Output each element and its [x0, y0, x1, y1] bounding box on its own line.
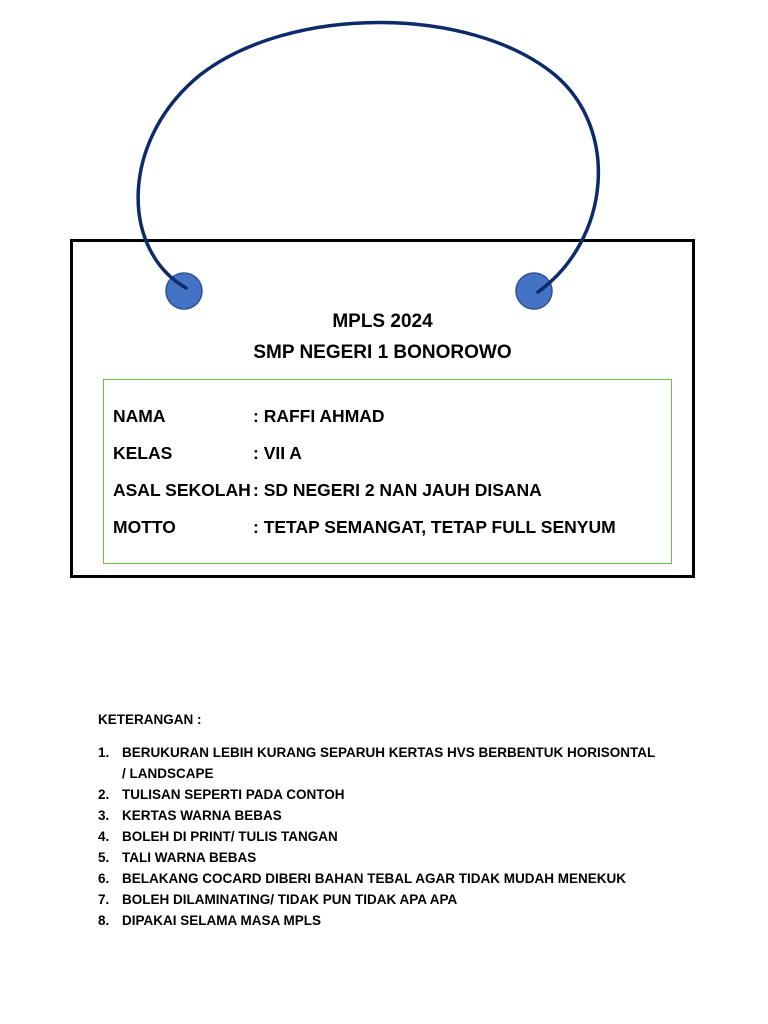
item-text: TALI WARNA BEBAS	[122, 850, 257, 865]
list-item	[98, 868, 658, 889]
item-number: 1.	[98, 745, 110, 760]
notes-list	[98, 742, 658, 931]
item-text: BOLEH DI PRINT/ TULIS TANGAN	[122, 829, 338, 844]
lanyard-string	[0, 0, 768, 330]
card-title: MPLS 2024	[332, 311, 433, 332]
field-label: MOTTO	[113, 517, 176, 537]
field-value: : TETAP SEMANGAT, TETAP FULL SENYUM	[253, 517, 616, 537]
lanyard-cord	[138, 23, 598, 293]
list-item	[98, 784, 658, 805]
list-item	[98, 742, 658, 784]
item-number: 6.	[98, 871, 110, 886]
item-number: 8.	[98, 913, 110, 928]
list-item	[98, 805, 658, 826]
notes-heading: KETERANGAN :	[98, 712, 202, 727]
item-text: DIPAKAI SELAMA MASA MPLS	[122, 913, 321, 928]
item-text: BOLEH DILAMINATING/ TIDAK PUN TIDAK APA APA	[122, 892, 458, 907]
list-item	[98, 910, 658, 931]
item-number: 7.	[98, 892, 110, 907]
item-number: 2.	[98, 787, 110, 802]
item-number: 4.	[98, 829, 110, 844]
school-name: SMP NEGERI 1 BONOROWO	[253, 342, 512, 363]
list-item	[98, 826, 658, 847]
field-value: : RAFFI AHMAD	[253, 406, 385, 426]
list-item	[98, 847, 658, 868]
item-number: 5.	[98, 850, 110, 865]
item-text: BELAKANG COCARD DIBERI BAHAN TEBAL AGAR TIDAK MUDAH MENEKUK	[122, 871, 626, 886]
item-number: 3.	[98, 808, 110, 823]
info-box	[103, 379, 672, 564]
field-value: : SD NEGERI 2 NAN JAUH DISANA	[253, 480, 542, 500]
item-text: KERTAS WARNA BEBAS	[122, 808, 282, 823]
item-text: TULISAN SEPERTI PADA CONTOH	[122, 787, 345, 802]
field-label: ASAL SEKOLAH	[113, 480, 251, 500]
field-value: : VII A	[253, 443, 302, 463]
list-item	[98, 889, 658, 910]
field-label: KELAS	[113, 443, 173, 463]
right-hole	[516, 273, 552, 309]
item-text: BERUKURAN LEBIH KURANG SEPARUH KERTAS HVS BERBENTUK HORISONTAL / LANDSCAPE	[122, 745, 656, 781]
field-label: NAMA	[113, 406, 166, 426]
